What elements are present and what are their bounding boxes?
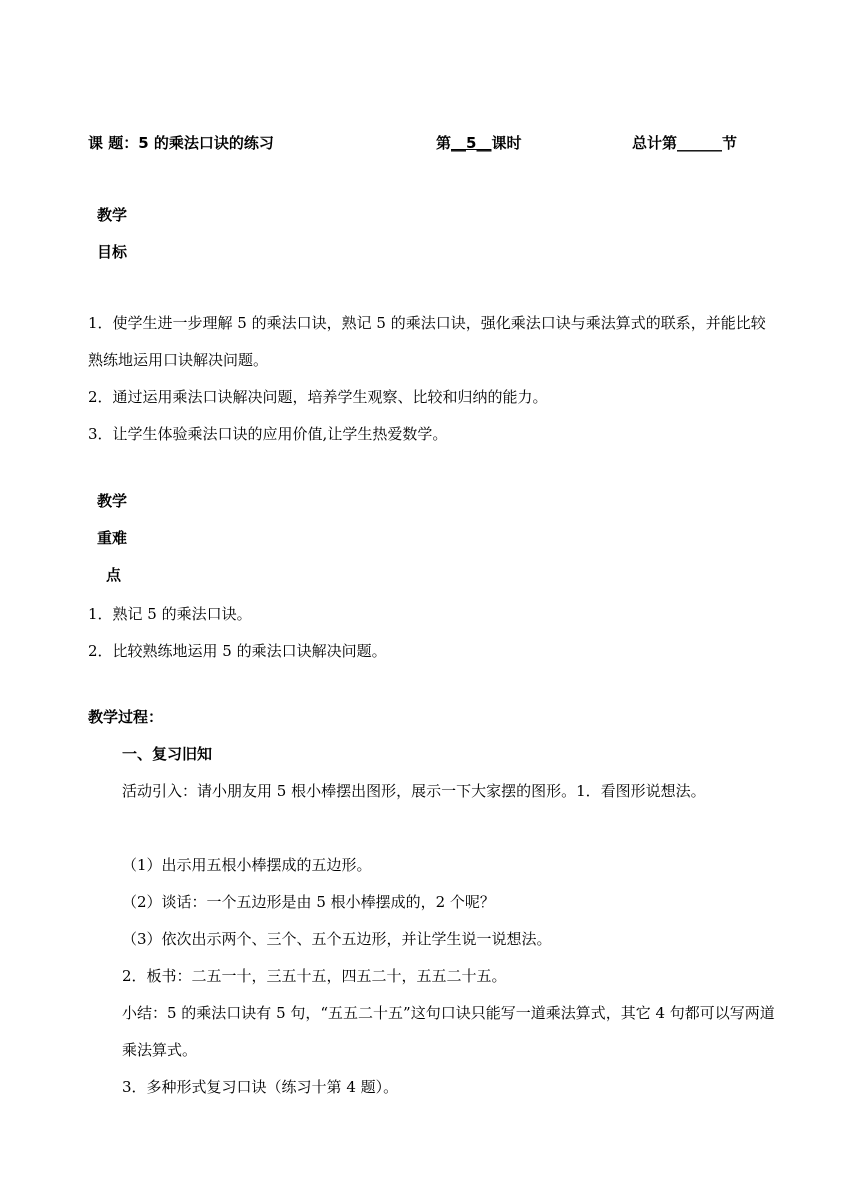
process-line-3: （2）谈话：一个五边形是由 5 根小棒摆成的，2 个呢？ [122,893,495,911]
keypoint-item-1: 1．熟记 5 的乘法口诀。 [88,605,252,623]
lesson-suffix: 课时 [491,134,522,152]
process-line-1: 活动引入：请小朋友用 5 根小棒摆出图形，展示一下大家摆的图形。1．看图形说想法。 [122,782,706,800]
process-heading: 教学过程： [88,708,164,726]
objective-item-1: 1．使学生进一步理解 5 的乘法口诀，熟记 5 的乘法口诀，强化乘法口诀与乘法算式的联系，并能比较熟练地运用口诀解决问题。 [88,314,766,369]
objectives-heading-line1: 教学 [97,206,128,224]
lesson-number: __5__ [451,134,492,152]
total-blank: ______ [677,134,723,152]
keypoint-item-2: 2．比较熟练地运用 5 的乘法口诀解决问题。 [88,642,387,660]
process-line-2: （1）出示用五根小棒摆成的五边形。 [122,856,372,874]
objective-item-2: 2．通过运用乘法口诀解决问题，培养学生观察、比较和归纳的能力。 [88,388,548,406]
total-prefix: 总计第 [632,134,678,152]
objectives-heading-line2: 目标 [97,243,128,261]
keypoints-heading-line1: 教学 [97,492,128,510]
process-line-7: 3．多种形式复习口诀（练习十第 4 题）。 [122,1078,399,1096]
keypoints-heading-line2: 重难 [97,529,128,547]
objective-item-3: 3．让学生体验乘法口诀的应用价值,让学生热爱数学。 [88,425,448,443]
section1-title: 一、复习旧知 [122,745,213,763]
total-suffix: 节 [722,134,738,152]
process-line-4: （3）依次出示两个、三个、五个五边形，并让学生说一说想法。 [122,930,552,948]
process-summary: 小结：5 的乘法口诀有 5 句，“五五二十五”这句口诀只能写一道乘法算式，其它 4 句都可以写两道乘法算式。 [122,1004,775,1059]
keypoints-heading-line3: 点 [106,566,122,584]
lesson-prefix: 第 [436,134,452,152]
lesson-topic: 课 题：5 的乘法口诀的练习 [88,134,274,152]
process-line-5: 2．板书：二五一十，三五十五，四五二十，五五二十五。 [122,967,507,985]
lesson-number-field [436,132,521,153]
total-count-field [632,132,737,153]
